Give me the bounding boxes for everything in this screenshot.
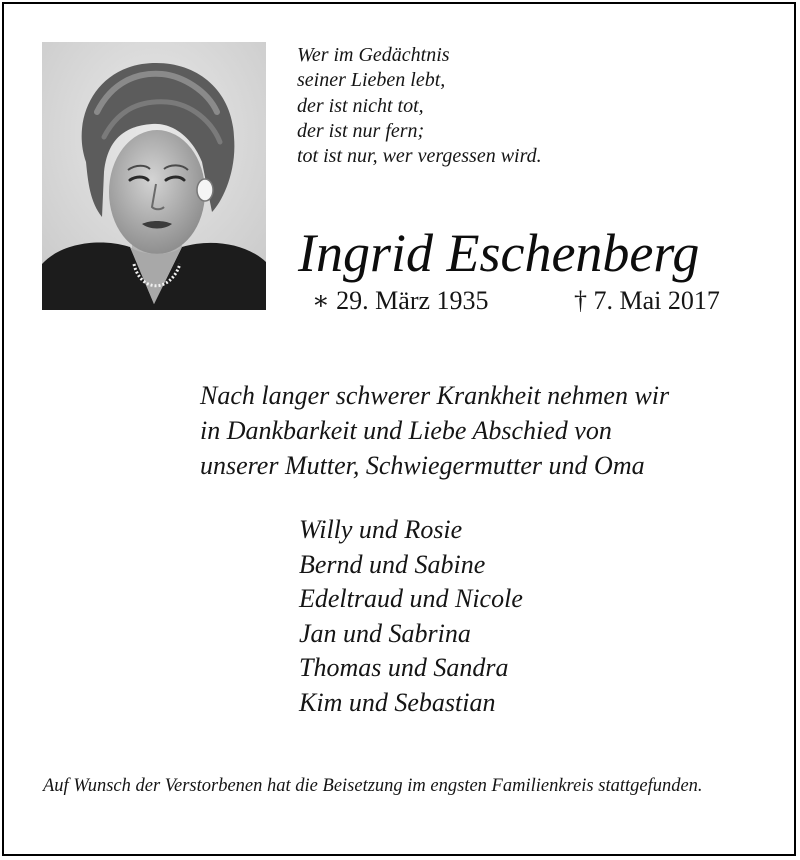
death-date: † 7. Mai 2017 xyxy=(574,286,720,315)
birth-date: ∗ 29. März 1935 xyxy=(312,286,489,315)
life-dates xyxy=(312,284,720,318)
portrait-photo xyxy=(42,42,266,310)
poem-line: seiner Lieben lebt, xyxy=(297,69,446,92)
deceased-name: Ingrid Eschenberg xyxy=(298,223,700,283)
memorial-poem xyxy=(297,43,542,169)
mourner-entry: Edeltraud und Nicole xyxy=(299,584,523,614)
message-line: unserer Mutter, Schwiegermutter und Oma xyxy=(200,451,645,480)
farewell-message xyxy=(200,378,669,483)
mourner-entry: Kim und Sebastian xyxy=(299,687,496,717)
poem-line: Wer im Gedächtnis xyxy=(297,44,450,66)
mourners-list xyxy=(299,513,523,721)
message-line: Nach langer schwerer Krankheit nehmen wir xyxy=(200,381,670,410)
portrait-illustration xyxy=(42,42,266,310)
mourner-entry: Thomas und Sandra xyxy=(299,653,509,683)
poem-line: der ist nicht tot, xyxy=(297,94,424,117)
poem-line: tot ist nur, wer vergessen wird. xyxy=(297,145,542,168)
mourner-entry: Jan und Sabrina xyxy=(299,618,471,648)
poem-line: der ist nur fern; xyxy=(297,119,425,142)
mourner-entry: Willy und Rosie xyxy=(299,515,463,544)
burial-note: Auf Wunsch der Verstorbenen hat die Beisetzung im engsten Familienkreis stattgefunden. xyxy=(43,776,703,796)
mourner-entry: Bernd und Sabine xyxy=(299,549,486,579)
message-line: in Dankbarkeit und Liebe Abschied von xyxy=(200,416,612,445)
